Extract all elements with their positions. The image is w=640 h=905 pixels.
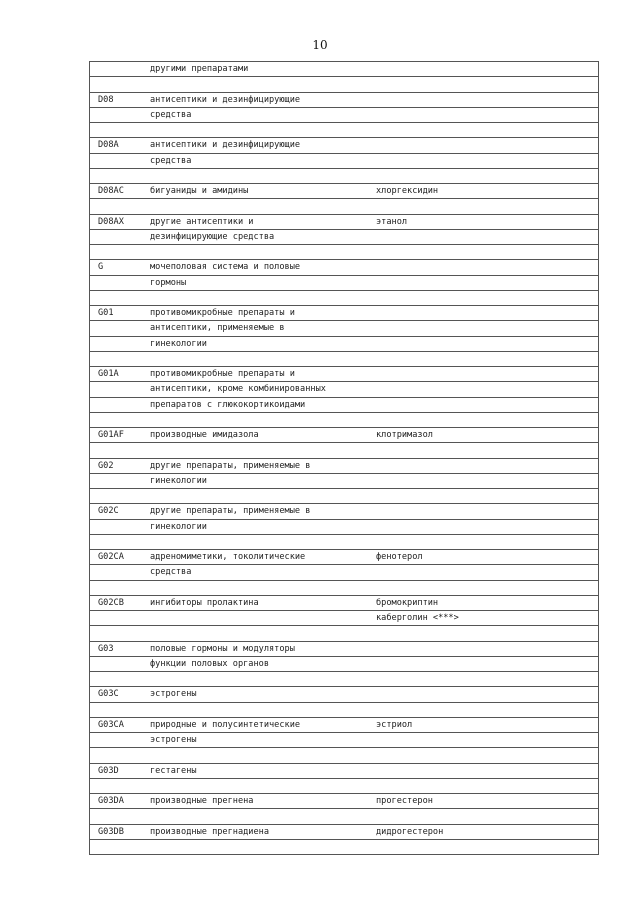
- table-row: [90, 108, 598, 123]
- atc-code: G03: [98, 643, 114, 654]
- table-row: [90, 504, 598, 519]
- spacer-row: [90, 77, 598, 92]
- group-name: другие антисептики и: [150, 216, 254, 227]
- atc-code: G01AF: [98, 430, 124, 440]
- atc-code: G03D: [98, 765, 119, 776]
- spacer-row: [90, 703, 598, 718]
- atc-code: G03DB: [98, 826, 124, 837]
- spacer-row: [90, 809, 598, 824]
- atc-code: G02CA: [98, 552, 124, 562]
- group-name: антисептики и дезинфицирующие: [150, 140, 301, 151]
- spacer-row: [90, 169, 598, 184]
- table-row: [90, 62, 598, 77]
- group-name: природные и полусинтетические: [150, 719, 301, 730]
- group-name: эстрогены: [150, 689, 197, 700]
- atc-code: G: [98, 262, 104, 273]
- group-name: мочеполовая система и половые: [150, 262, 301, 273]
- spacer-row: [90, 748, 598, 763]
- drug-name: прогестерон: [376, 796, 433, 806]
- group-name: половые гормоны и модуляторы: [150, 643, 295, 654]
- group-name: бигуаниды и амидины: [150, 186, 249, 196]
- table-row: [90, 459, 598, 474]
- group-name: средства: [150, 109, 192, 120]
- spacer-row: [90, 626, 598, 641]
- table-row: [90, 367, 598, 382]
- drug-name: бромокриптин: [376, 597, 439, 608]
- atc-code: G03CA: [98, 719, 124, 730]
- table-row: [90, 215, 598, 230]
- atc-code: G01: [98, 308, 114, 318]
- drug-name: фенотерол: [376, 552, 423, 562]
- atc-code: D08AX: [98, 216, 124, 227]
- table-row: [90, 611, 598, 626]
- group-name: производные имидазола: [150, 430, 259, 440]
- group-name: ингибиторы пролактина: [150, 597, 259, 608]
- table-row: [90, 565, 598, 580]
- group-name: гестагены: [150, 765, 197, 776]
- group-name: препаратов с глюкокортикоидами: [150, 399, 306, 410]
- table-row: [90, 718, 598, 733]
- group-name: антисептики и дезинфицирующие: [150, 94, 301, 105]
- table-row: [90, 474, 598, 489]
- page-number: 10: [312, 38, 328, 52]
- atc-code: D08AC: [98, 186, 124, 196]
- spacer-row: [90, 672, 598, 687]
- table-row: [90, 596, 598, 611]
- table-row: [90, 230, 598, 245]
- group-name: противомикробные препараты и: [150, 369, 295, 379]
- table-row: [90, 154, 598, 169]
- group-name: гинекологии: [150, 521, 207, 532]
- drug-name: клотримазол: [376, 430, 433, 440]
- group-name: адреномиметики, токолитические: [150, 552, 306, 562]
- table-row: [90, 306, 598, 321]
- atc-code: D08: [98, 94, 114, 105]
- table-row: [90, 733, 598, 748]
- spacer-row: [90, 413, 598, 428]
- table-row: [90, 520, 598, 535]
- spacer-row: [90, 199, 598, 214]
- table-row: [90, 398, 598, 413]
- group-name: антисептики, кроме комбинированных: [150, 384, 326, 395]
- table-row: [90, 276, 598, 291]
- group-name: другими препаратами: [150, 64, 249, 74]
- table-row: [90, 93, 598, 108]
- table-row: [90, 321, 598, 336]
- drug-name: дидрогестерон: [376, 826, 444, 837]
- table-row: [90, 337, 598, 352]
- group-name: производные прегнадиена: [150, 826, 269, 837]
- group-name: гинекологии: [150, 475, 207, 486]
- spacer-row: [90, 779, 598, 794]
- group-name: средства: [150, 567, 192, 578]
- drug-name: эстриол: [376, 719, 413, 730]
- atc-code: G03C: [98, 689, 119, 700]
- spacer-row: [90, 581, 598, 596]
- table-row: [90, 382, 598, 397]
- spacer-row: [90, 840, 598, 855]
- table-row: [90, 428, 598, 443]
- group-name: производные прегнена: [150, 796, 254, 806]
- table-row: [90, 184, 598, 199]
- spacer-row: [90, 443, 598, 458]
- atc-code: G02: [98, 460, 114, 471]
- spacer-row: [90, 123, 598, 138]
- spacer-row: [90, 245, 598, 260]
- group-name: другие препараты, применяемые в: [150, 506, 311, 517]
- table-row: [90, 764, 598, 779]
- group-name: эстрогены: [150, 735, 197, 745]
- group-name: противомикробные препараты и: [150, 308, 295, 318]
- drug-name: каберголин <***>: [376, 613, 459, 623]
- atc-code: G02C: [98, 506, 119, 517]
- group-name: функции половых органов: [150, 658, 269, 669]
- spacer-row: [90, 489, 598, 504]
- atc-code: G02CB: [98, 597, 124, 608]
- table-row: [90, 138, 598, 153]
- spacer-row: [90, 535, 598, 550]
- group-name: средства: [150, 155, 192, 166]
- group-name: гинекологии: [150, 338, 207, 349]
- drug-name: этанол: [376, 216, 408, 227]
- classification-table: [89, 61, 599, 855]
- group-name: другие препараты, применяемые в: [150, 460, 311, 471]
- table-row: [90, 657, 598, 672]
- table-row: [90, 687, 598, 702]
- table-row: [90, 642, 598, 657]
- group-name: антисептики, применяемые в: [150, 323, 285, 334]
- group-name: дезинфицирующие средства: [150, 231, 275, 242]
- drug-name: хлоргексидин: [376, 186, 439, 196]
- atc-code: D08A: [98, 140, 119, 151]
- table-row: [90, 794, 598, 809]
- table-row: [90, 260, 598, 275]
- atc-code: G03DA: [98, 796, 124, 806]
- atc-code: G01A: [98, 369, 119, 379]
- group-name: гормоны: [150, 277, 187, 288]
- spacer-row: [90, 352, 598, 367]
- table-row: [90, 550, 598, 565]
- spacer-row: [90, 291, 598, 306]
- table-row: [90, 825, 598, 840]
